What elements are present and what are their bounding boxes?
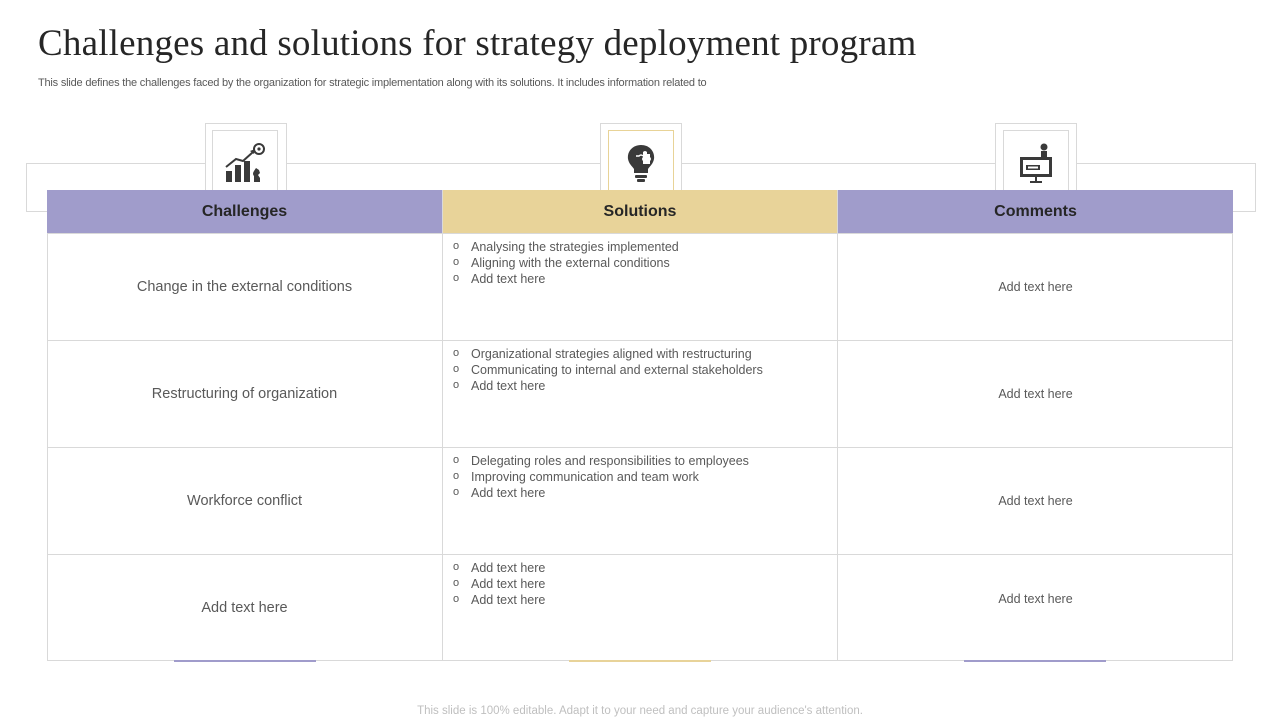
- slide-title: Challenges and solutions for strategy deployment program: [38, 23, 917, 64]
- lightbulb-puzzle-icon: [619, 141, 663, 185]
- footer-note: This slide is 100% editable. Adapt it to your need and capture your audience's attention.: [417, 705, 863, 717]
- solutions-icon-box: [608, 130, 674, 196]
- solution-item: o Add text here: [453, 560, 545, 576]
- solution-item: o Delegating roles and responsibilities to employees: [453, 453, 749, 469]
- comments-icon-box: [1003, 130, 1069, 196]
- solution-item: o Improving communication and team work: [453, 469, 749, 485]
- solutions-list: [453, 453, 749, 501]
- solution-item: o Add text here: [453, 271, 679, 287]
- column-divider: [442, 190, 443, 661]
- header-challenges: Challenges: [47, 190, 442, 233]
- solutions-list: [453, 346, 763, 394]
- comment-cell: Add text here: [998, 592, 1073, 606]
- comment-cell: Add text here: [998, 280, 1073, 294]
- challenge-cell: Workforce conflict: [187, 493, 302, 509]
- solution-item: o Aligning with the external conditions: [453, 255, 679, 271]
- frame-left-bottom: [26, 211, 47, 212]
- slide-subtitle: This slide defines the challenges faced by the organization for strategic implementation along with its solutions. It includes information related to: [38, 77, 707, 89]
- challenge-cell: Change in the external conditions: [136, 279, 353, 295]
- solution-item: o Analysing the strategies implemented: [453, 239, 679, 255]
- frame-right-bottom: [1233, 211, 1256, 212]
- accent-bar-comments: [964, 660, 1106, 662]
- frame-right-line: [1255, 163, 1256, 211]
- growth-chart-icon: [223, 141, 267, 185]
- presenter-board-icon: [1014, 141, 1058, 185]
- solution-item: o Communicating to internal and external stakeholders: [453, 362, 763, 378]
- solution-item: o Add text here: [453, 378, 763, 394]
- challenges-icon-box: [212, 130, 278, 196]
- comment-cell: Add text here: [998, 387, 1073, 401]
- header-solutions: Solutions: [442, 190, 838, 233]
- challenge-cell: Restructuring of organization: [151, 386, 338, 402]
- solution-item: o Add text here: [453, 576, 545, 592]
- accent-bar-challenges: [174, 660, 316, 662]
- solution-item: o Organizational strategies aligned with restructuring: [453, 346, 763, 362]
- frame-left-line: [26, 163, 27, 211]
- accent-bar-solutions: [569, 660, 711, 662]
- solutions-list: [453, 560, 545, 608]
- comment-cell: Add text here: [998, 494, 1073, 508]
- solution-item: o Add text here: [453, 592, 545, 608]
- solution-item: o Add text here: [453, 485, 749, 501]
- challenge-cell: Add text here: [201, 599, 288, 616]
- header-comments: Comments: [838, 190, 1233, 233]
- solutions-list: [453, 239, 679, 287]
